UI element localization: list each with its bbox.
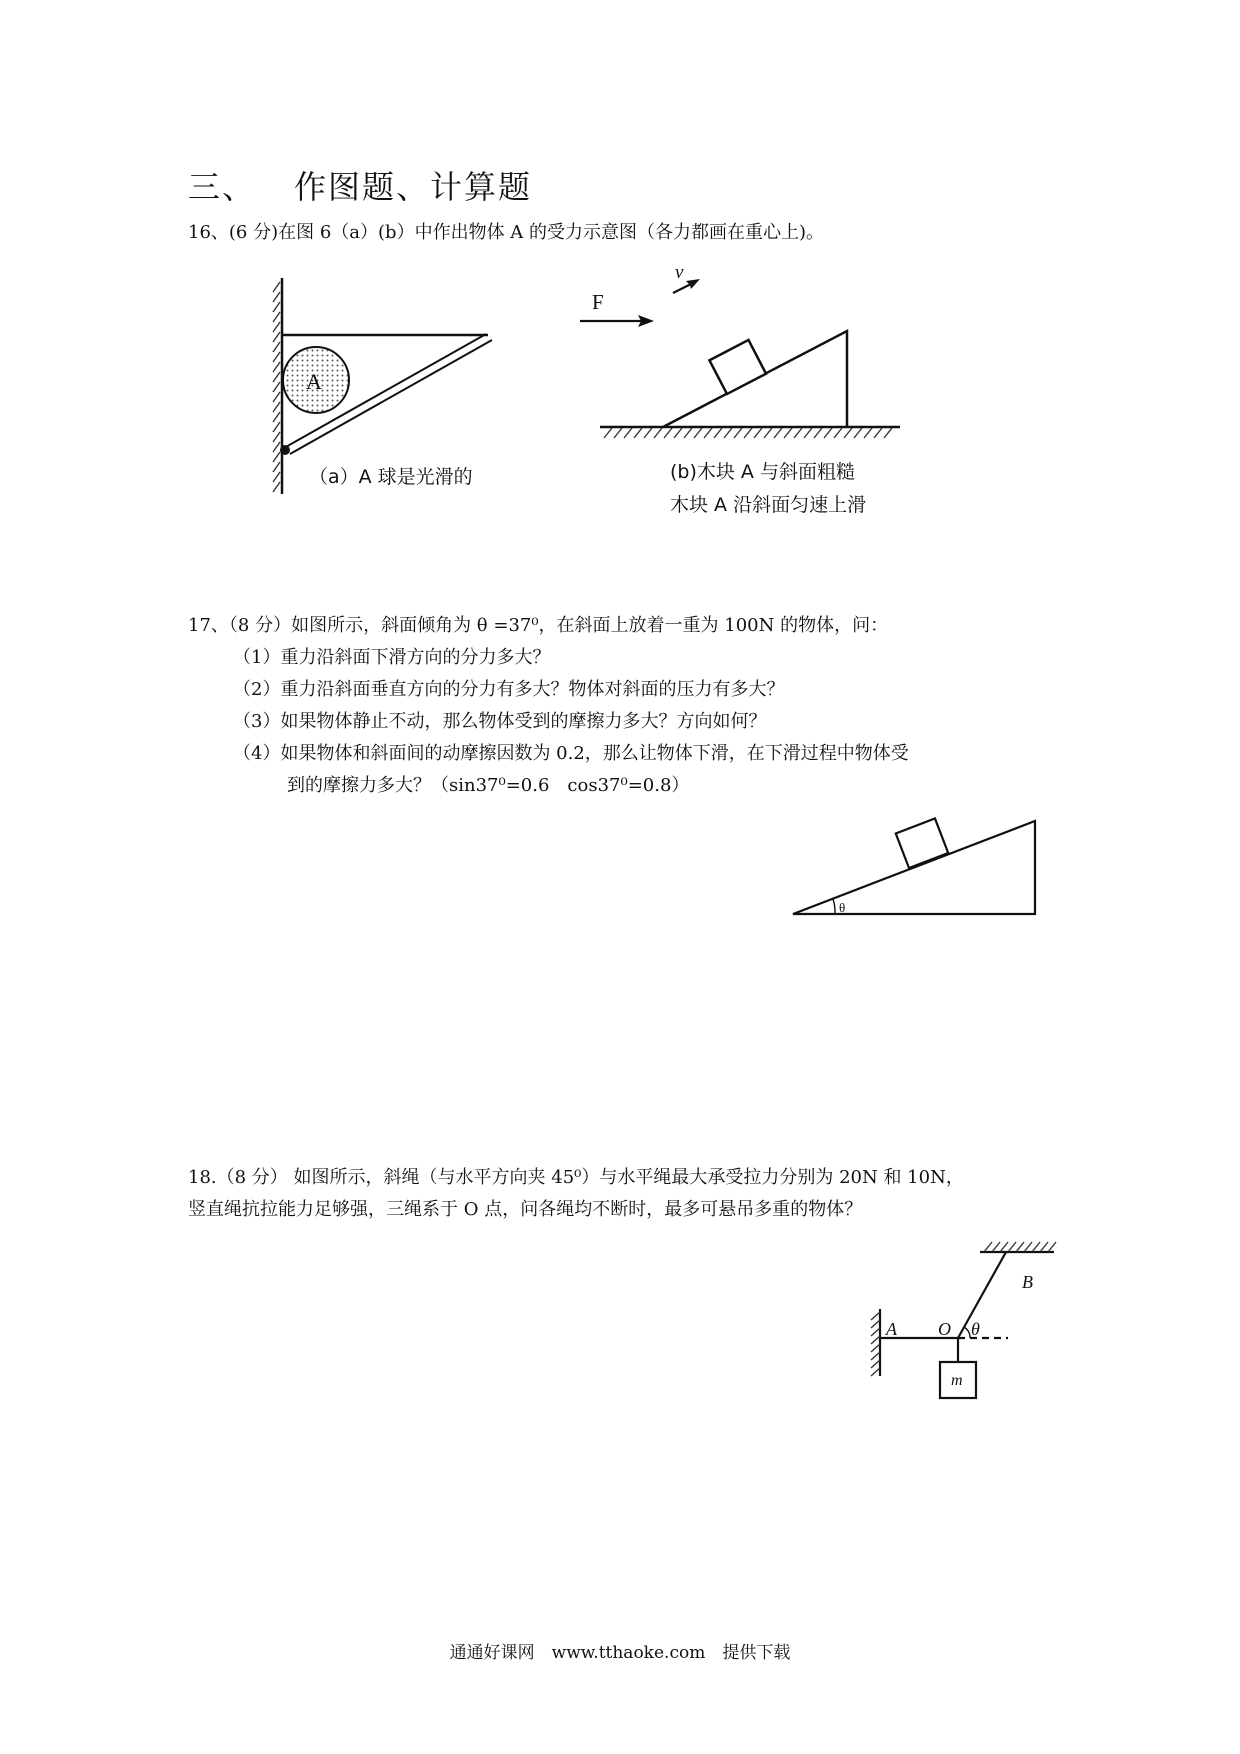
velocity-label: v [675, 262, 684, 283]
figure-16b-caption-line2: 木块 A 沿斜面匀速上滑 [670, 494, 867, 516]
angle-label: θ [839, 900, 846, 915]
force-label: F [592, 290, 604, 314]
q17-item-5: 到的摩擦力多大？（sin37⁰=0.6 cos37⁰=0.8） [287, 775, 690, 796]
section-title: 作图题、计算题 [294, 168, 533, 206]
q18-line1: 18.（8 分） 如图所示，斜绳（与水平方向夹 45⁰）与水平绳最大承受拉力分别为 20N 和 10N， [188, 1167, 964, 1188]
velocity-arrowhead [686, 279, 700, 289]
figure-16a-caption: （a）A 球是光滑的 [309, 466, 473, 488]
rope-ob [958, 1252, 1006, 1338]
wall-hatching [273, 282, 280, 492]
q17-text: 17、（8 分）如图所示，斜面倾角为 θ =37⁰，在斜面上放着一重为 100N 的物体，问： [188, 615, 889, 636]
q18-line2: 竖直绳抗拉能力足够强，三绳系于 O 点，问各绳均不断时，最多可悬吊多重的物体？ [188, 1199, 863, 1220]
label-o: O [938, 1319, 951, 1339]
hinge-dot [280, 445, 290, 455]
figure-16b [592, 260, 910, 440]
block-a [709, 340, 766, 394]
q17-item-4: （4）如果物体和斜面间的动摩擦因数为 0.2，那么让物体下滑，在下滑过程中物体受 [233, 743, 909, 764]
angle-arc-18 [964, 1327, 970, 1338]
ceiling-hatching [984, 1242, 1056, 1252]
label-theta: θ [971, 1319, 980, 1339]
footer-text: 通通好课网 www.tthaoke.com 提供下载 [449, 1643, 791, 1663]
figure-16b-caption-line1: (b)木块 A 与斜面粗糙 [670, 461, 855, 483]
figure-17 [785, 810, 1045, 920]
ground-hatching [604, 428, 892, 438]
block-17 [896, 818, 948, 868]
label-a: A [886, 1319, 897, 1339]
section-number: 三、 [188, 168, 257, 206]
wall-a-hatching [871, 1312, 880, 1376]
angle-arc [833, 899, 835, 914]
section-heading [188, 162, 532, 208]
velocity-arrow [673, 284, 691, 293]
figure-18 [858, 1240, 1058, 1415]
ball-label: A [306, 369, 322, 394]
q17-item-2: （2）重力沿斜面垂直方向的分力有多大？物体对斜面的压力有多大？ [233, 679, 785, 700]
q17-item-1: （1）重力沿斜面下滑方向的分力多大？ [233, 647, 551, 668]
label-b: B [1022, 1272, 1033, 1292]
label-m: m [951, 1372, 963, 1389]
q17-item-3: （3）如果物体静止不动，那么物体受到的摩擦力多大？方向如何？ [233, 711, 767, 732]
q16-text: 16、(6 分)在图 6（a）(b）中作出物体 A 的受力示意图（各力都画在重心上)。 [188, 222, 825, 243]
